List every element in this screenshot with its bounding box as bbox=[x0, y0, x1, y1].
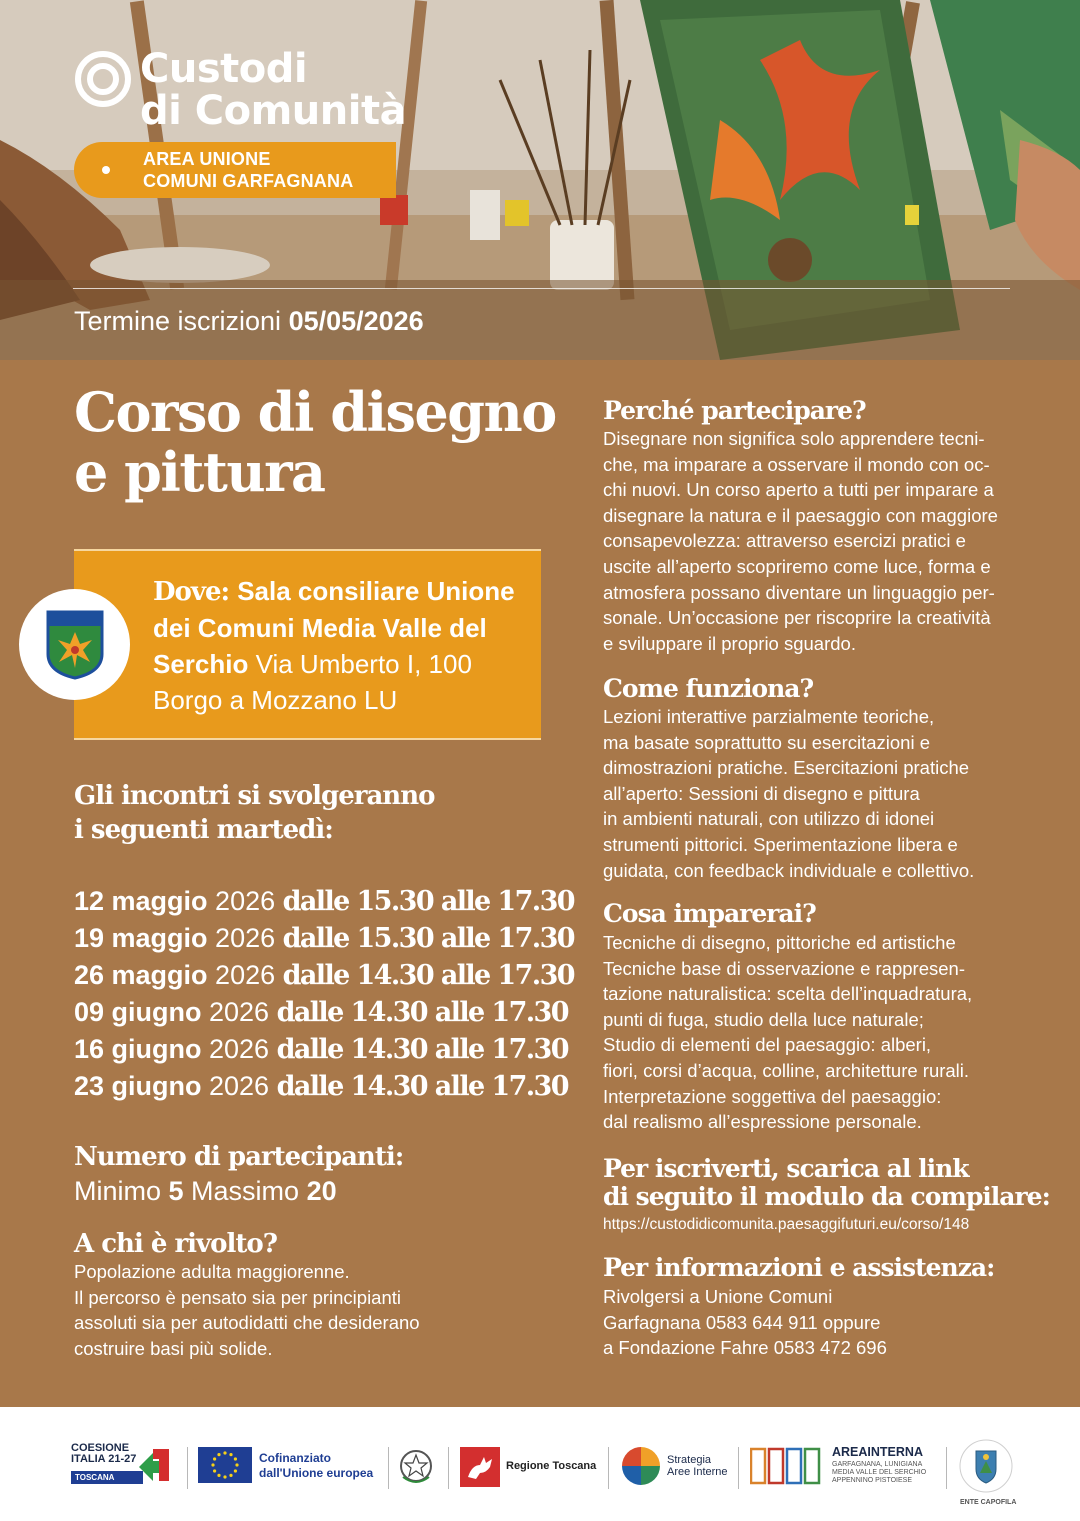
learn-line: Interpretazione soggettiva del paesaggio: bbox=[603, 1085, 942, 1107]
why-line: e sviluppare il proprio sguardo. bbox=[603, 632, 856, 654]
how-line: ma basate soprattutto su esercitazioni e bbox=[603, 731, 931, 753]
schedule-dates bbox=[74, 883, 574, 1105]
signup-heading-2: di seguito il modulo da compilare: bbox=[603, 1182, 1050, 1211]
footer-separator bbox=[448, 1447, 449, 1489]
learn-line: tazione naturalistica: scelta dell’inquadratura, bbox=[603, 983, 973, 1005]
eu-flag-icon bbox=[198, 1447, 252, 1483]
audience-line: assoluti sia per autodidatti che desiderano bbox=[74, 1312, 420, 1334]
signup-heading-1: Per iscriverti, scarica al link bbox=[603, 1154, 969, 1183]
learn-line: Tecniche di disegno, pittoriche ed artistiche bbox=[603, 932, 956, 953]
date-year: 2026 bbox=[201, 1034, 277, 1064]
date-year: 2026 bbox=[201, 1071, 277, 1101]
why-line: sonale. Un’occasione per riscoprire la creatività bbox=[603, 607, 991, 629]
area-line-2: COMUNI GARFAGNANA bbox=[143, 171, 354, 191]
how-line: strumenti pittorici. Sperimentazione libera e bbox=[603, 833, 958, 855]
coesione-logo bbox=[71, 1443, 175, 1491]
title-line-1: Corso di disegno bbox=[74, 380, 556, 444]
date-year: 2026 bbox=[207, 960, 283, 990]
location-address-1: Via Umberto I, 100 bbox=[248, 649, 472, 679]
date-row bbox=[74, 920, 574, 957]
strategia-aree-interne-logo bbox=[622, 1447, 732, 1487]
strategia-line-2: Aree Interne bbox=[667, 1466, 728, 1478]
area-dot-icon bbox=[102, 166, 110, 174]
date-row bbox=[74, 1031, 574, 1068]
date-row bbox=[74, 957, 574, 994]
audience-line: Il percorso è pensato sia per principianti bbox=[74, 1286, 402, 1308]
why-line: consapevolezza: attraverso esercizi pratici e bbox=[603, 530, 966, 552]
footer-separator bbox=[187, 1447, 188, 1489]
why-line: disegnare la natura e il paesaggio con maggiore bbox=[603, 504, 998, 526]
date-year: 2026 bbox=[201, 997, 277, 1027]
max-value: 20 bbox=[306, 1176, 337, 1206]
date-day: 26 maggio bbox=[74, 960, 208, 990]
areainterna-line-3: APPENNINO PISTOIESE bbox=[832, 1477, 913, 1484]
why-text bbox=[603, 426, 998, 656]
coesione-line-1: COESIONE bbox=[71, 1442, 130, 1454]
hero-divider bbox=[73, 288, 1010, 289]
date-day: 16 giugno bbox=[74, 1034, 202, 1064]
course-title bbox=[74, 382, 556, 502]
location-place-1: Sala consiliare Unione bbox=[237, 576, 515, 606]
pegasus-icon bbox=[460, 1447, 500, 1487]
date-time: dalle 15.30 alle 17.30 bbox=[282, 923, 574, 954]
unione-garfagnana-logo bbox=[956, 1437, 1016, 1509]
location-address-2: Borgo a Mozzano LU bbox=[153, 685, 398, 715]
max-label: Massimo bbox=[183, 1176, 307, 1206]
areainterna-icon bbox=[750, 1447, 824, 1485]
eu-logo bbox=[198, 1447, 378, 1489]
areainterna-logo bbox=[750, 1445, 940, 1489]
why-line: Disegnare non significa solo apprendere tecni- bbox=[603, 428, 985, 449]
areainterna-title: AREAINTERNA bbox=[832, 1445, 923, 1459]
learn-text bbox=[603, 930, 972, 1135]
participants-range bbox=[74, 1176, 337, 1207]
date-time: dalle 14.30 alle 17.30 bbox=[276, 997, 568, 1028]
why-heading: Perché partecipare? bbox=[603, 396, 866, 425]
area-line-1: AREA UNIONE bbox=[143, 149, 271, 169]
deadline-date: 05/05/2026 bbox=[288, 306, 424, 336]
audience-text bbox=[74, 1259, 420, 1361]
custodi-logo-icon bbox=[74, 50, 132, 108]
ente-capofila-label: ENTE CAPOFILA bbox=[960, 1499, 1017, 1506]
sponsor-footer bbox=[0, 1407, 1080, 1521]
registration-deadline bbox=[74, 306, 424, 337]
area-pill bbox=[74, 142, 396, 198]
date-year: 2026 bbox=[207, 886, 283, 916]
italian-republic-emblem-icon bbox=[398, 1447, 434, 1485]
custodi-logo bbox=[74, 48, 406, 132]
title-line-2: e pittura bbox=[74, 440, 325, 504]
info-text bbox=[603, 1284, 887, 1361]
footer-separator bbox=[608, 1447, 609, 1489]
footer-separator bbox=[738, 1447, 739, 1489]
signup-link[interactable]: https://custodidicomunita.paesaggifuturi.eu/corso/148 bbox=[603, 1216, 970, 1233]
min-label: Minimo bbox=[74, 1176, 169, 1206]
audience-line: costruire basi più solide. bbox=[74, 1337, 273, 1359]
how-line: guidata, con feedback individuale e collettivo. bbox=[603, 859, 975, 881]
how-heading: Come funziona? bbox=[603, 674, 814, 703]
schedule-heading-2: i seguenti martedì: bbox=[74, 815, 333, 845]
location-place-3: Serchio bbox=[153, 649, 249, 679]
date-day: 12 maggio bbox=[74, 886, 208, 916]
why-line: uscite all’aperto scopriremo come luce, forma e bbox=[603, 555, 991, 577]
schedule-heading bbox=[74, 779, 434, 847]
date-time: dalle 14.30 alle 17.30 bbox=[276, 1034, 568, 1065]
date-time: dalle 14.30 alle 17.30 bbox=[282, 960, 574, 991]
learn-line: dal realismo all’espressione personale. bbox=[603, 1111, 922, 1133]
learn-line: punti di fuga, studio della luce naturale; bbox=[603, 1008, 924, 1030]
strategia-line-1: Strategia bbox=[667, 1454, 712, 1466]
date-time: dalle 15.30 alle 17.30 bbox=[282, 886, 574, 917]
regione-label: Regione Toscana bbox=[506, 1460, 597, 1472]
participants-heading: Numero di partecipanti: bbox=[74, 1142, 404, 1172]
footer-separator bbox=[946, 1447, 947, 1489]
date-row bbox=[74, 1068, 574, 1105]
how-line: Lezioni interattive parzialmente teoriche, bbox=[603, 706, 935, 727]
info-heading: Per informazioni e assistenza: bbox=[603, 1253, 995, 1282]
audience-heading: A chi è rivolto? bbox=[74, 1229, 277, 1259]
unione-garfagnana-crest-icon bbox=[957, 1437, 1015, 1495]
eu-line-2: dall'Unione europea bbox=[259, 1466, 374, 1480]
date-row bbox=[74, 994, 574, 1031]
how-line: all’aperto: Sessioni di disegno e pittura bbox=[603, 782, 920, 804]
min-value: 5 bbox=[168, 1176, 184, 1206]
logo-line-1: Custodi bbox=[140, 46, 308, 92]
location-text bbox=[153, 573, 541, 718]
date-year: 2026 bbox=[207, 923, 283, 953]
info-line: Garfagnana 0583 644 911 oppure bbox=[603, 1311, 881, 1333]
learn-heading: Cosa imparerai? bbox=[603, 899, 816, 928]
coesione-line-3: TOSCANA bbox=[71, 1471, 143, 1484]
how-text bbox=[603, 704, 974, 883]
why-line: atmosfera possano diventare un linguaggio per- bbox=[603, 581, 995, 603]
comune-crest-badge bbox=[19, 589, 130, 700]
regione-toscana-logo bbox=[460, 1447, 600, 1487]
deadline-label: Termine iscrizioni bbox=[74, 306, 289, 336]
date-day: 19 maggio bbox=[74, 923, 208, 953]
coesione-line-2: ITALIA 21-27 bbox=[71, 1453, 137, 1465]
comune-crest-icon bbox=[46, 610, 104, 680]
coesione-arrow-icon bbox=[139, 1445, 175, 1485]
why-line: che, ma imparare a osservare il mondo con oc- bbox=[603, 453, 990, 475]
location-label: Dove: bbox=[153, 577, 238, 607]
learn-line: Studio di elementi del paesaggio: alberi, bbox=[603, 1034, 932, 1056]
footer-separator bbox=[388, 1447, 389, 1489]
date-day: 23 giugno bbox=[74, 1071, 202, 1101]
date-row bbox=[74, 883, 574, 920]
learn-line: fiori, corsi d’acqua, colline, architetture rurali. bbox=[603, 1059, 970, 1081]
areainterna-line-1: GARFAGNANA, LUNIGIANA bbox=[832, 1461, 923, 1468]
signup-heading bbox=[603, 1155, 1050, 1211]
schedule-heading-1: Gli incontri si svolgeranno bbox=[74, 781, 435, 811]
audience-line: Popolazione adulta maggiorenne. bbox=[74, 1261, 350, 1282]
area-label bbox=[143, 148, 353, 192]
info-line: a Fondazione Fahre 0583 472 696 bbox=[603, 1337, 887, 1359]
eu-line-1: Cofinanziato bbox=[259, 1451, 331, 1465]
areainterna-line-2: MEDIA VALLE DEL SERCHIO bbox=[832, 1469, 927, 1476]
logo-text bbox=[140, 48, 406, 132]
strategia-icon bbox=[622, 1447, 660, 1485]
how-line: in ambienti naturali, con utilizzo di idonei bbox=[603, 808, 935, 830]
logo-line-2: di Comunità bbox=[140, 88, 407, 134]
date-day: 09 giugno bbox=[74, 997, 202, 1027]
how-line: dimostrazioni pratiche. Esercitazioni pratiche bbox=[603, 757, 970, 779]
info-line: Rivolgersi a Unione Comuni bbox=[603, 1286, 833, 1307]
learn-line: Tecniche base di osservazione e rappresen- bbox=[603, 957, 965, 979]
location-box bbox=[74, 549, 541, 740]
location-place-2: dei Comuni Media Valle del bbox=[153, 613, 487, 643]
why-line: chi nuovi. Un corso aperto a tutti per imparare a bbox=[603, 479, 994, 501]
date-time: dalle 14.30 alle 17.30 bbox=[276, 1071, 568, 1102]
